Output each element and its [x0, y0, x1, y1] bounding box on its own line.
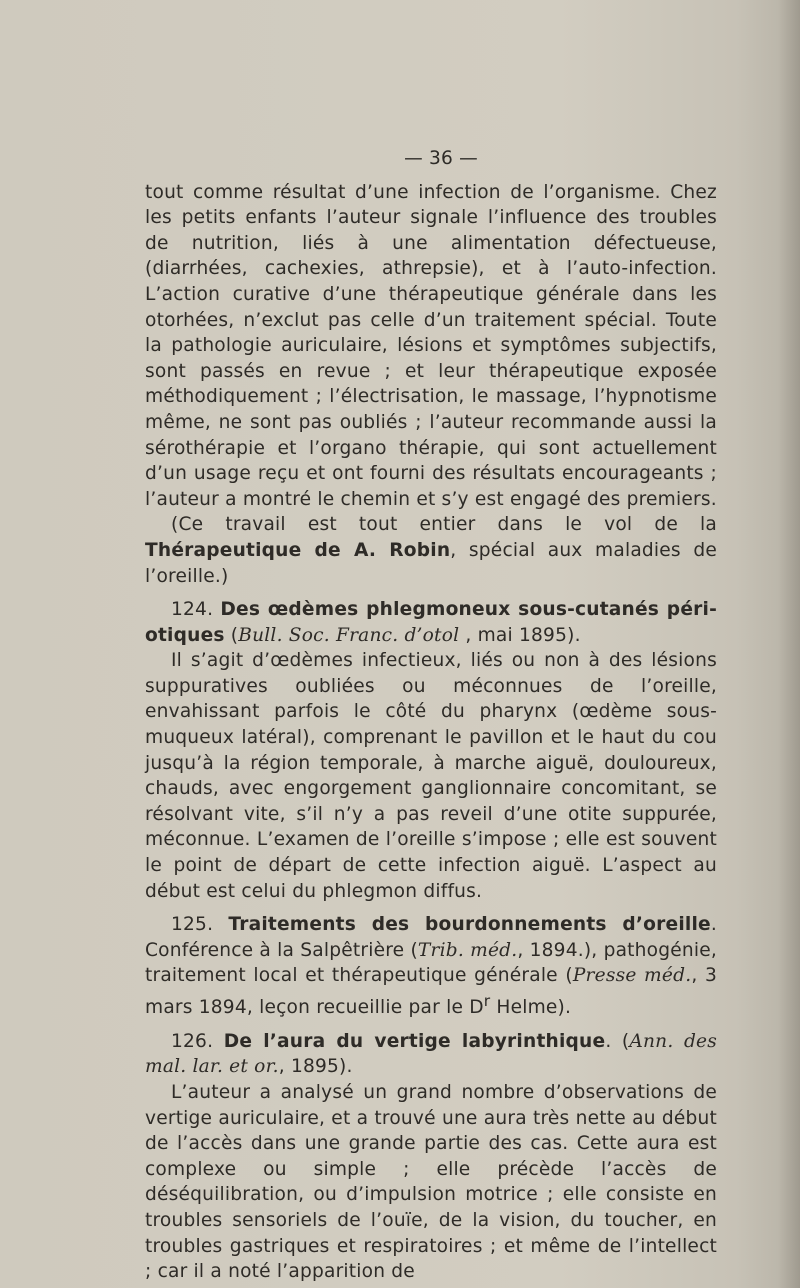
- paragraph-1: tout comme résultat d’une infection de l’organisme. Chez les petits enfants l’auteur signale l’influence des troubles de nutrition, liés à une alimentation défectueuse, (diarrhées, cachexies, athrepsie), et à l’auto-infection. L’action curative d’une thérapeutique générale dans les otorhées, n’exclut pas celle d’un traitement spécial. Toute la pathologie auriculaire, lésions et symptômes subjectifs, sont passés en revue ; et leur thérapeutique exposée méthodiquement ; l’électrisation, le massage, l’hypnotisme même, ne sont pas oubliés ; l’auteur recommande aussi la sérothérapie et l’organo thérapie, qui sont actuellement d’un usage reçu et ont fourni des résultats encourageants ; l’auteur a montré le chemin et s’y est engagé des premiers.: [145, 181, 717, 510]
- entry-125-text-1: . Conférence à la Salpêtrière (: [145, 914, 717, 961]
- entry-125-source-1: Trib. méd.: [417, 939, 518, 961]
- entry-124-source: Bull. Soc. Franc. d’otol: [238, 624, 460, 646]
- entry-125-number: 125.: [171, 914, 214, 936]
- paragraph-2-before: (Ce travail est tout entier dans le vol de la: [171, 514, 717, 536]
- entry-126-source: Ann. des mal. lar. et or.: [145, 1030, 717, 1078]
- paragraph-2-after: , spécial aux maladies de l’oreille.): [145, 539, 717, 587]
- entry-126-text-2: , 1895).: [278, 1056, 353, 1078]
- entry-125-title: Traitements des bourdonnements d’oreille: [228, 914, 711, 936]
- paragraph-2-bold: Thérapeutique de A. Robin: [145, 539, 451, 561]
- entry-126-title: De l’aura du vertige labyrinthique: [223, 1030, 606, 1052]
- page-text-block: [145, 146, 717, 1285]
- page-edge-shadow: [778, 0, 800, 1288]
- entry-125-superscript: r: [483, 992, 491, 1010]
- entry-124-open: (: [224, 624, 239, 646]
- entry-125-text-3: , 3 mars 1894, leçon recueillie par le D: [145, 965, 717, 1019]
- paragraph-3: Il s’agit d’œdèmes infectieux, liés ou non à des lésions suppuratives oubliées ou méconnues de l’oreille, envahissant parfois le côté du pharynx (œdème sous-muqueux latéral), comprenant le pavillon et le haut du cou jusqu’à la région temporale, à marche aiguë, douloureux, chauds, avec engorgement ganglionnaire concomitant, se résolvant vite, s’il n’y a pas reveil d’une otite suppurée, méconnue. L’examen de l’oreille s’impose ; elle est souvent le point de départ de cette infection aiguë. L’aspect au début est celui du phlegmon diffus.: [145, 650, 717, 902]
- entry-124-close: , mai 1895).: [459, 624, 581, 646]
- entry-124-heading: [145, 597, 717, 648]
- entry-125-text-2: , 1894.), pathogénie, traitement local et thérapeutique générale (: [145, 939, 717, 987]
- paragraph-2: [145, 512, 717, 589]
- entry-125-source-2: Presse méd.: [572, 965, 692, 987]
- entry-124-number: 124.: [171, 599, 214, 621]
- entry-126-number: 126.: [171, 1030, 214, 1052]
- entry-126-heading: [145, 1029, 717, 1080]
- paragraph-4: L’auteur a analysé un grand nombre d’observations de vertige auriculaire, et a trouvé une aura très nette au début de l’accès dans une grande partie des cas. Cette aura est complexe ou simple ; elle précède l’accès de déséquilibration, ou d’impulsion motrice ; elle consiste en troubles sensoriels de l’ouïe, de la vision, du toucher, en troubles gastriques et respiratoires ; et même de l’intellect ; car il a noté l’apparition de: [145, 1081, 717, 1283]
- entry-124-title: Des œdèmes phlegmoneux sous-cutanés péri-otiques: [145, 599, 717, 646]
- entry-126-text-1: . (: [605, 1030, 630, 1052]
- page-number: — 36 —: [404, 148, 478, 169]
- entry-125-text-4: Helme).: [490, 997, 572, 1019]
- entry-125: [145, 912, 717, 1021]
